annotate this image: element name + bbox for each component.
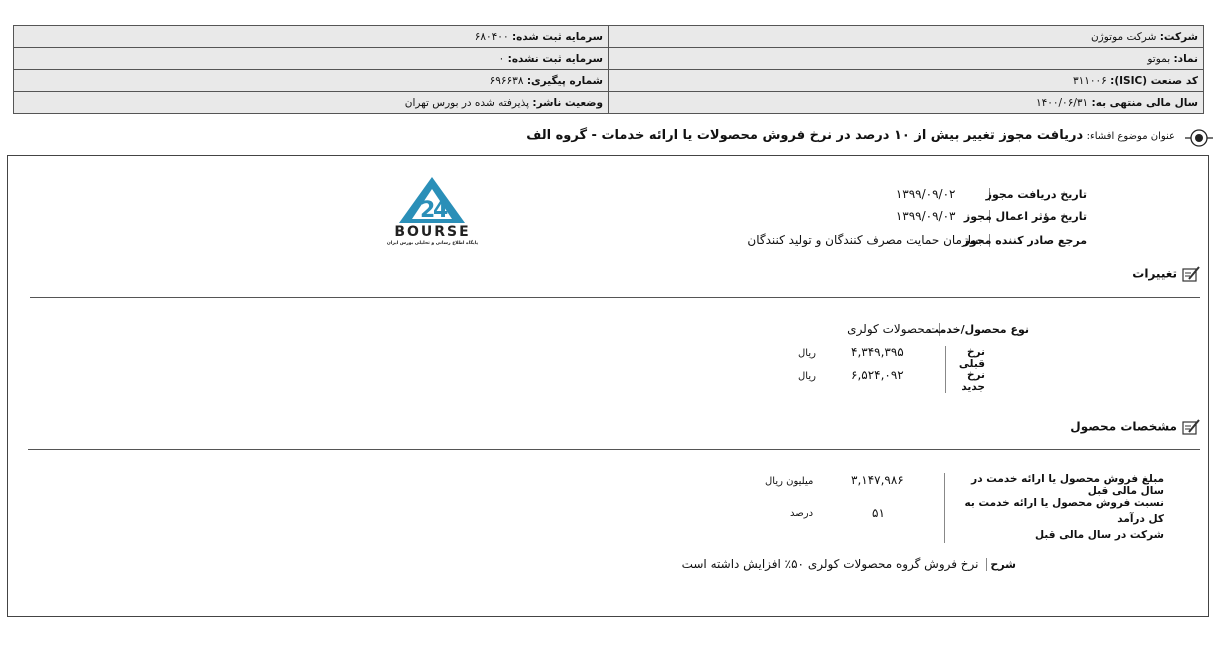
company-info-table [13, 25, 1204, 114]
product-type-label: نوع محصول/خدمت [927, 323, 1029, 336]
sales-ratio-label [944, 495, 1164, 543]
unreg-capital-cell [14, 48, 609, 70]
reg-capital-label: سرمایه ثبت شده: [511, 30, 603, 43]
edit-note-icon [1181, 418, 1201, 436]
effective-date-label: تاریخ مؤثر اعمال مجوز [963, 210, 1087, 223]
bourse-logo-text: BOURSE [394, 224, 471, 240]
company-label: شرکت: [1159, 30, 1198, 43]
description-value: نرخ فروش گروه محصولات کولری ۵۰٪ افزایش داشته است [681, 557, 979, 571]
fiscal-year-value: ۱۴۰۰/۰۶/۳۱ [1035, 96, 1089, 109]
subject-label: عنوان موضوع افشاء: [1086, 131, 1175, 142]
changes-title-text: تغییرات [1132, 266, 1177, 281]
sales-ratio-unit: درصد [790, 508, 814, 519]
company-value: شرکت موتوژن [1090, 30, 1157, 43]
target-icon [1185, 128, 1213, 148]
subject-value: دریافت مجوز تغییر بیش از ۱۰ درصد در نرخ فروش محصولات یا ارائه خدمات - گروه الف [526, 128, 1084, 143]
sales-ratio-value: ۵۱ [872, 506, 885, 520]
product-type-row [847, 322, 1029, 336]
changes-section-title [1132, 265, 1201, 283]
bourse-logo [385, 175, 480, 253]
description-label: شرح [986, 558, 1016, 571]
fiscal-year-label: سال مالی منتهی به: [1091, 96, 1198, 109]
product-specs-title-text: مشخصات محصول [1070, 419, 1177, 434]
old-rate-value: ۴,۳۴۹,۳۹۵ [851, 345, 904, 359]
sales-amount-value: ۳,۱۴۷,۹۸۶ [851, 473, 904, 487]
tracking-value: ۶۹۶۶۳۸ [489, 74, 524, 87]
issuer-label: مرجع صادر کننده مجوز [963, 234, 1087, 247]
edit-note-icon [1181, 265, 1201, 283]
sales-ratio-label-line1: نسبت فروش محصول یا ارائه خدمت به کل درآمد [964, 497, 1164, 525]
unreg-capital-label: سرمایه ثبت نشده: [507, 52, 603, 65]
sales-amount-unit: میلیون ریال [765, 476, 814, 487]
receive-date-value: ۱۳۹۹/۰۹/۰۲ [895, 187, 956, 201]
description-row [682, 557, 1016, 571]
product-specs-divider [28, 449, 1200, 450]
svg-text:2: 2 [420, 198, 436, 223]
new-rate-value: ۶,۵۲۴,۰۹۲ [851, 368, 904, 382]
svg-text:4: 4 [433, 198, 449, 223]
unreg-capital-value: ۰ [498, 52, 505, 65]
publisher-status-cell [14, 92, 609, 114]
old-rate-unit: ریال [798, 348, 816, 359]
symbol-value: بموتو [1147, 52, 1171, 65]
disclosure-subject [526, 128, 1179, 143]
receive-date-label: تاریخ دریافت مجوز [985, 188, 1087, 201]
sales-amount-label: مبلغ فروش محصول یا ارائه خدمت در سال مالی قبل [944, 473, 1164, 497]
effective-date-value: ۱۳۹۹/۰۹/۰۳ [895, 209, 956, 223]
issuer-value: سازمان حمایت مصرف کنندگان و تولید کنندگان [747, 233, 982, 247]
new-rate-unit: ریال [798, 371, 816, 382]
company-cell [609, 26, 1204, 48]
effective-date-row [896, 209, 1087, 223]
reg-capital-value: ۶۸۰۴۰۰ [474, 30, 509, 43]
changes-divider [30, 297, 1200, 298]
publisher-status-value: پذیرفته شده در بورس تهران [404, 96, 530, 109]
product-specs-section-title [1070, 418, 1201, 436]
disclosure-body [7, 155, 1209, 617]
isic-label: کد صنعت (ISIC): [1110, 74, 1198, 87]
issuer-row [747, 233, 1087, 247]
symbol-label: نماد: [1173, 52, 1198, 65]
bourse-logo-caption: پایگاه اطلاع رسانی و تحلیلی بورس ایران [386, 241, 479, 246]
isic-value: ۳۱۱۰۰۶ [1072, 74, 1107, 87]
product-type-value: محصولات کولری [847, 322, 932, 336]
receive-date-row [896, 187, 1087, 201]
symbol-cell [609, 48, 1204, 70]
isic-cell [609, 70, 1204, 92]
sales-ratio-label-line2: شرکت در سال مالی قبل [1034, 529, 1164, 541]
old-rate-label: نرخ قبلی [945, 346, 985, 370]
tracking-cell [14, 70, 609, 92]
tracking-label: شماره پیگیری: [526, 74, 603, 87]
fiscal-year-cell [609, 92, 1204, 114]
new-rate-label: نرخ جدید [945, 369, 985, 393]
publisher-status-label: وضعیت ناشر: [532, 96, 603, 109]
reg-capital-cell [14, 26, 609, 48]
